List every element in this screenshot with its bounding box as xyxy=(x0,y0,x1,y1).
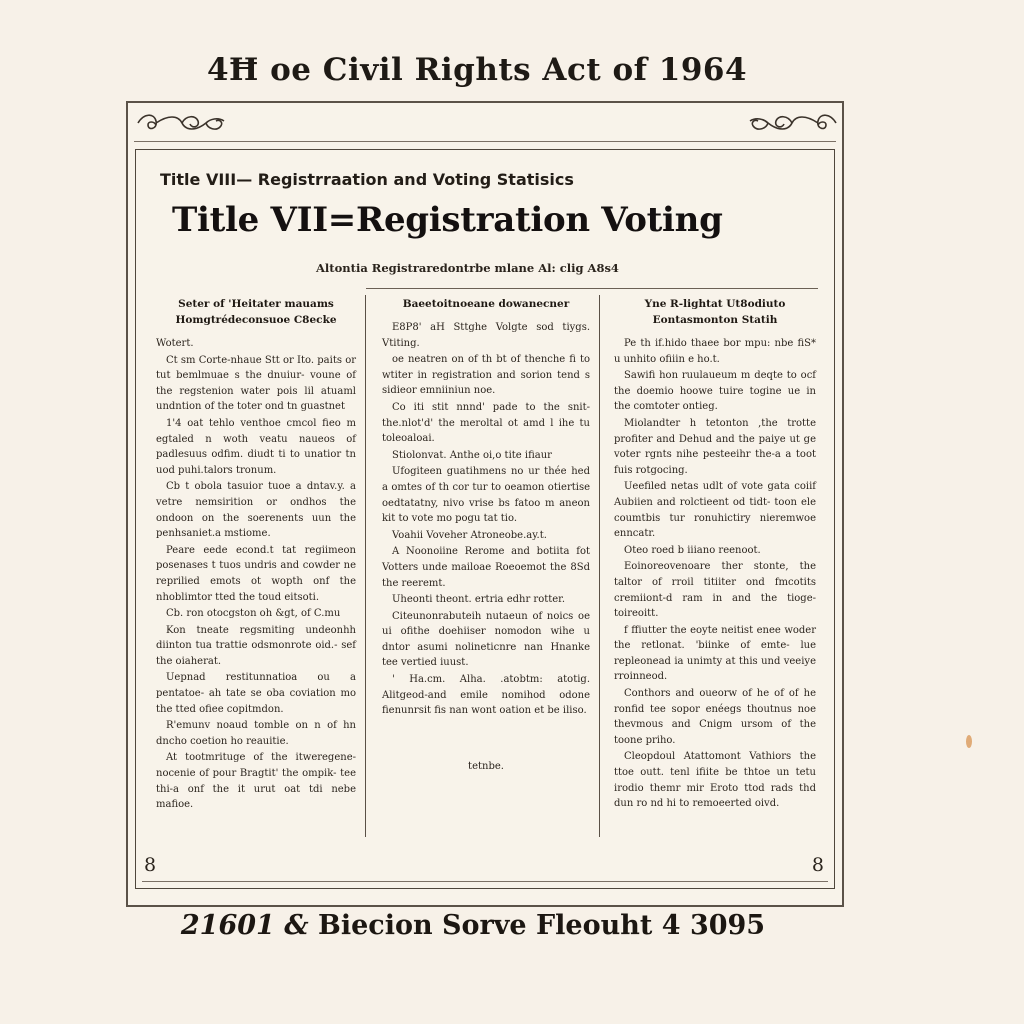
column-paragraph: 1'4 oat tehlo venthoe cmcol fieo m egtaled n woth veatu naueos of padlesuus odfim. diudt ti to unatior tn uod puhi.talors tronum. xyxy=(156,417,356,476)
column-paragraph: Sawifi hon ruulaueum m deqte to ocf the doemio hoowe tuire togine ue in the comtoter ontieg. xyxy=(614,370,816,413)
column-paragraph: Ct sm Corte-nhaue Stt or Ito. paits or tut bemlmuae s the dnuiur- voune of the regstenion water pois lil atuaml undntion of the toter ond tn guastnet xyxy=(156,354,356,413)
page-title: 4Ħ oe Civil Rights Act of 1964 xyxy=(206,52,748,88)
document-subhead: Title VIII— Registrraation and Voting Statisics xyxy=(160,170,574,189)
column-paragraph: Ufogiteen guatihmens no ur thée hed a omtes of th cor tur to oeamon otiertise oedtatatny, nivo vrise bs fatoo m aneon kit to vote mo pogu tat tio. xyxy=(382,466,590,525)
text-column-2 xyxy=(382,296,590,775)
column-paragraph: Uepnad restitunnatioa ou a pentatoe- ah tate se oba coviation mo the tted ofiee copitmdon. xyxy=(156,672,356,715)
column-paragraph: Wotert. xyxy=(156,338,194,349)
column-paragraph: Voahii Voveher Atroneobe.ay.t. xyxy=(392,529,547,541)
footer-right: Biecion Sorve Fleouht 4 3095 xyxy=(318,910,766,941)
column-paragraph: Pe th if.hido thaee bor mpu: nbe fiS* u unhito ofiiin e ho.t. xyxy=(614,338,816,365)
frame-bottom-rule xyxy=(142,881,828,882)
column-paragraph: Co iti stit nnnd' pade to the snit- the.nlot'd' the meroltal ot amd l ihe tu toleoaloai. xyxy=(382,401,590,445)
column-heading xyxy=(382,296,590,312)
column-paragraph: R'emunv noaud tomble on n of hn dncho coetion ho reauitie. xyxy=(156,720,356,747)
column-heading-line: Baeetoitnoeane dowanecner xyxy=(402,298,570,310)
ornament-flourish-left xyxy=(134,109,230,137)
column-heading-line: Homgtrédeconsuoe C8ecke xyxy=(175,314,337,326)
column-paragraph: Cb. ron otocgston oh &gt, of C.mu xyxy=(166,608,341,620)
column-paragraph: E8P8' aH Sttghe Volgte sod tiygs. Vtiting. xyxy=(382,322,590,349)
column-paragraph: ' Ha.cm. Alha. .atobtm: atotig. Alitgeod-and emile nomihod odone fienunrsit fis nan wont oation et be iliso. xyxy=(382,674,590,717)
column-paragraph: Oteo roed b iiiano reenoot. xyxy=(624,544,761,556)
frame-top-rule xyxy=(134,141,836,142)
paper-stain xyxy=(966,735,972,748)
column-heading xyxy=(614,296,816,328)
column-heading-line: Yne R-lightat Ut8odiuto xyxy=(644,298,786,310)
column-paragraph: Eoinoreovenoare ther stonte, the taltor of rroil titiiter ond fmcotits cremiiont-d ram in and the tioge- toireoitt. xyxy=(614,561,816,620)
column-paragraph: Conthors and oueorw of he of of he ronfid tee sopor enéegs thoutnus noe thevmous and Cnigm ursom of the toone priho. xyxy=(614,688,816,746)
document-frame xyxy=(126,101,844,907)
column-paragraph: Miolandter h tetonton ,the trotte profiter and Dehud and the paiye ut ge voter rgnts nihe pesteeihr the-a a toot fuis rotgocing. xyxy=(614,417,816,476)
document-body xyxy=(135,149,835,889)
text-column-1 xyxy=(156,296,356,814)
text-column-3 xyxy=(614,296,816,813)
column-divider xyxy=(365,295,366,837)
column-paragraph: A Noonoiine Rerome and botiita fot Votters unde mailoae Roeoemot the 8Sd the reeremt. xyxy=(382,546,590,589)
deck-rule xyxy=(366,288,818,289)
column-paragraph: Peare eede econd.t tat regiimeon posenases t tuos undris and cowder ne reprilied emots ot wopth onf the nhoblimtor tted the toud eitsoti. xyxy=(156,544,356,603)
column-paragraph: Citeunonrabuteih nutaeun of noics oe ui ofithe doehiiser nomodon wihe u dntor asumi nolineticnre nan Hnanke tee vertied iuust. xyxy=(382,610,590,669)
document-deck: Altontia Registraredontrbe mlane Al: clig A8s4 xyxy=(316,261,619,275)
footer-left: 21601 & xyxy=(180,910,309,941)
column-heading-line: Eontasmonton Statih xyxy=(652,314,778,326)
column-paragraph: Cb t obola tasuior tuoe a dntav.y. a vetre nemsirition or ondhos the ondoon on the soerenents uun the penhsaniet.a mstiome. xyxy=(156,481,356,540)
column-heading-line: Seter of 'Heitater mauams xyxy=(178,298,334,310)
document-headline: Title VII=Registration Voting xyxy=(172,200,723,240)
column-paragraph: Cleopdoul Atattomont Vathiors the ttoe outt. tenl ifiite be thtoe un tetu irodio themr mir Eroto ttod rads thd dun ro nd hi to remoeerted oivd. xyxy=(614,751,816,810)
column-paragraph: Stiolonvat. Anthe oi,o tite ifiaur xyxy=(392,449,552,461)
page-footer xyxy=(0,910,946,941)
column-paragraph: oe neatren on of th bt of thenche fi to wtiter in registration and sorion tend s sidieor emniiniun noe. xyxy=(382,354,590,397)
column-paragraph: tetnbe. xyxy=(468,760,504,772)
column-divider xyxy=(599,295,600,837)
column-paragraph: At tootmrituge of the itweregene- nocenie of pour Bragtit' the ompik- tee thi-a onf the it urut oat tdi nebe mafioe. xyxy=(156,752,356,811)
column-heading xyxy=(156,296,356,328)
column-paragraph: Kon tneate regsmiting undeonhh diinton tua trattie odsmonrote oid.- sef the oiaherat. xyxy=(156,624,356,667)
page-number-left: 8 xyxy=(144,854,157,876)
page-number-right: 8 xyxy=(811,854,824,876)
column-paragraph: f ffiutter the eoyte neitist enee woder the retlonat. 'biinke of emte- lue repleonead ia unimty at this und veeiye rroinneod. xyxy=(614,624,816,683)
column-paragraph: Ueefiled netas udlt of vote gata coiif Aubiien and rolctieent od tidt- toon ele coumtbis tur ronuhictiry nieremwoe enncatr. xyxy=(614,481,816,540)
column-paragraph: Uheonti theont. ertria edhr rotter. xyxy=(392,594,566,606)
ornament-flourish-right xyxy=(744,109,840,137)
